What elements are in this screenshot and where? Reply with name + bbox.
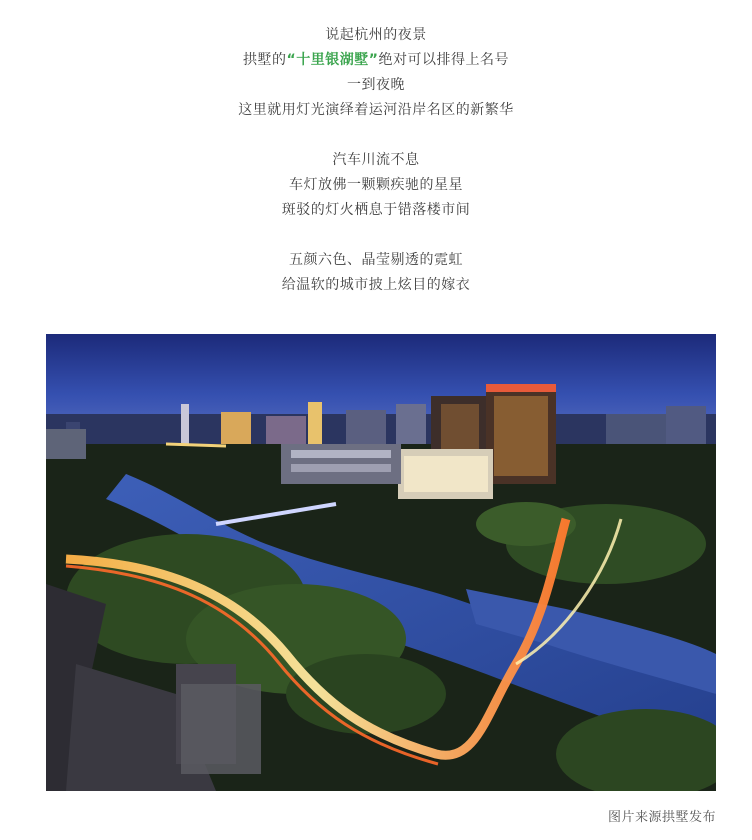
- far-bridge: [166, 444, 226, 446]
- stanza-1: [0, 23, 752, 123]
- poem-line: 这里就用灯光演绎着运河沿岸名区的新繁华: [238, 102, 514, 118]
- poem-line: 汽车川流不息: [332, 152, 420, 168]
- highlight-place-name: “十里银湖墅”: [286, 52, 379, 68]
- stanza-3: [0, 248, 752, 298]
- poem-line: 车灯放佛一颗颗疾驰的星星: [289, 177, 463, 193]
- night-cityscape-illustration: [46, 334, 716, 791]
- poem-line: 五颜六色、晶莹剔透的霓虹: [289, 252, 463, 268]
- poem-line: 给温软的城市披上炫目的嫁衣: [281, 277, 471, 293]
- poem-text: [0, 23, 752, 323]
- image-source-caption: 图片来源拱墅发布: [607, 810, 716, 825]
- poem-line: 说起杭州的夜景: [325, 27, 427, 43]
- poem-line: 一到夜晚: [347, 77, 405, 93]
- poem-line-suffix: 绝对可以排得上名号: [378, 52, 509, 68]
- poem-line-prefix: 拱墅的: [243, 52, 287, 68]
- poem-line: 斑驳的灯火栖息于错落楼市间: [281, 202, 471, 218]
- stanza-2: [0, 148, 752, 223]
- parking-lot: [181, 684, 261, 774]
- poem-line: [0, 48, 752, 73]
- canal-night-photo: [46, 334, 716, 791]
